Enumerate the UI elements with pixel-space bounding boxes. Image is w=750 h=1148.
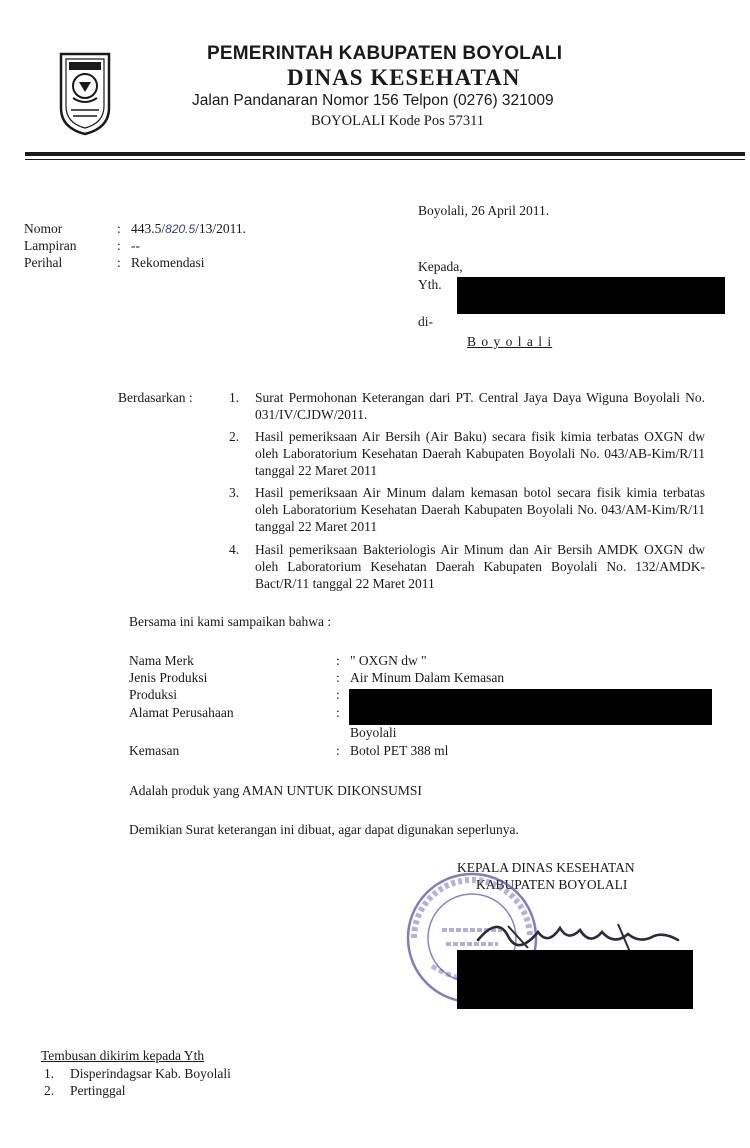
nomor-prefix: 443.5/	[131, 221, 166, 236]
letterhead-address: Jalan Pandanaran Nomor 156 Telpon (0276) 321009	[192, 92, 554, 109]
letter-date: Boyolali, 26 April 2011.	[418, 203, 550, 218]
perihal-colon: :	[117, 255, 121, 270]
lampiran-label: Lampiran	[24, 238, 77, 253]
redaction-recipient	[457, 277, 725, 314]
kemasan-value: Botol PET 388 ml	[350, 743, 449, 758]
letterhead-city-postal: BOYOLALI Kode Pos 57311	[311, 113, 485, 129]
list-item-number: 4.	[229, 542, 240, 557]
jenis-produksi-label: Jenis Produksi	[129, 670, 208, 685]
alamat-city: Boyolali	[350, 725, 397, 740]
regency-emblem-icon	[55, 48, 115, 136]
nama-merk-value: " OXGN dw "	[350, 653, 427, 668]
perihal-value: Rekomendasi	[131, 255, 205, 270]
letterhead-agency: DINAS KESEHATAN	[287, 65, 521, 90]
signatory-title-2: KABUPATEN BOYOLALI	[476, 877, 628, 892]
produksi-colon: :	[336, 687, 340, 702]
list-item-number: 3.	[229, 485, 240, 500]
list-item: Surat Permohonan Keterangan dari PT. Central Jaya Daya Wiguna Boyolali No. 031/IV/CJDW/2011.	[255, 390, 705, 422]
list-item-number: 2.	[229, 429, 240, 444]
closing-text: Demikian Surat keterangan ini dibuat, agar dapat digunakan seperlunya.	[129, 822, 519, 837]
recipient-yth: Yth.	[418, 277, 442, 292]
nama-merk-label: Nama Merk	[129, 653, 194, 668]
letterhead-government: PEMERINTAH KABUPATEN BOYOLALI	[207, 43, 563, 64]
nomor-value	[131, 220, 246, 238]
safety-statement: Adalah produk yang AMAN UNTUK DIKONSUMSI	[129, 783, 422, 798]
jenis-produksi-value: Air Minum Dalam Kemasan	[350, 670, 505, 685]
recipient-di: di-	[418, 314, 433, 329]
list-item: Hasil pemeriksaan Air Bersih (Air Baku) secara fisik kimia terbatas OXGN dw oleh Laboratorium Kesehatan Daerah Kabupaten Boyolali No. 043/AB-Kim/R/11 tanggal 22 Maret 2011	[255, 429, 705, 478]
recipient-kepada: Kepada,	[418, 259, 463, 274]
list-item: Hasil pemeriksaan Air Minum dalam kemasan botol secara fisik kimia terbatas oleh Laboratorium Kesehatan Daerah Kabupaten Boyolali No. 043/AM-Kim/R/11 tanggal 22 Maret 2011	[255, 485, 705, 534]
kemasan-label: Kemasan	[129, 743, 180, 758]
jenis-produksi-colon: :	[336, 670, 340, 685]
nomor-handwritten: 820.5	[165, 222, 196, 236]
lampiran-value: --	[131, 238, 140, 253]
alamat-colon: :	[336, 705, 340, 720]
list-item: Pertinggal	[70, 1083, 126, 1098]
list-item: Disperindagsar Kab. Boyolali	[70, 1066, 231, 1081]
redaction-company	[349, 689, 712, 725]
berdasarkan-label: Berdasarkan :	[118, 390, 193, 405]
intro-text: Bersama ini kami sampaikan bahwa :	[129, 614, 332, 629]
alamat-label: Alamat Perusahaan	[129, 705, 234, 720]
perihal-label: Perihal	[24, 255, 63, 270]
tembusan-title: Tembusan dikirim kepada Yth	[41, 1048, 205, 1063]
nomor-suffix: /13/2011.	[195, 221, 247, 236]
letterhead-divider-thin	[25, 159, 745, 160]
kemasan-colon: :	[336, 743, 340, 758]
list-item-number: 1.	[229, 390, 240, 405]
nomor-colon: :	[117, 221, 121, 236]
produksi-label: Produksi	[129, 687, 178, 702]
list-item-number: 1.	[44, 1066, 55, 1081]
nomor-label: Nomor	[24, 221, 63, 236]
signatory-title: KEPALA DINAS KESEHATAN	[457, 860, 635, 875]
nama-merk-colon: :	[336, 653, 340, 668]
redaction-signatory-name	[457, 950, 693, 1009]
recipient-place: B o y o l a l i	[467, 334, 553, 349]
list-item: Hasil pemeriksaan Bakteriologis Air Minum dan Air Bersih AMDK OXGN dw oleh Laboratorium Kesehatan Daerah Kabupaten Boyolali No. 132/AMDK-Bact/R/11 tanggal 22 Maret 2011	[255, 542, 705, 591]
lampiran-colon: :	[117, 238, 121, 253]
letterhead-divider-thick	[25, 152, 745, 156]
list-item-number: 2.	[44, 1083, 55, 1098]
